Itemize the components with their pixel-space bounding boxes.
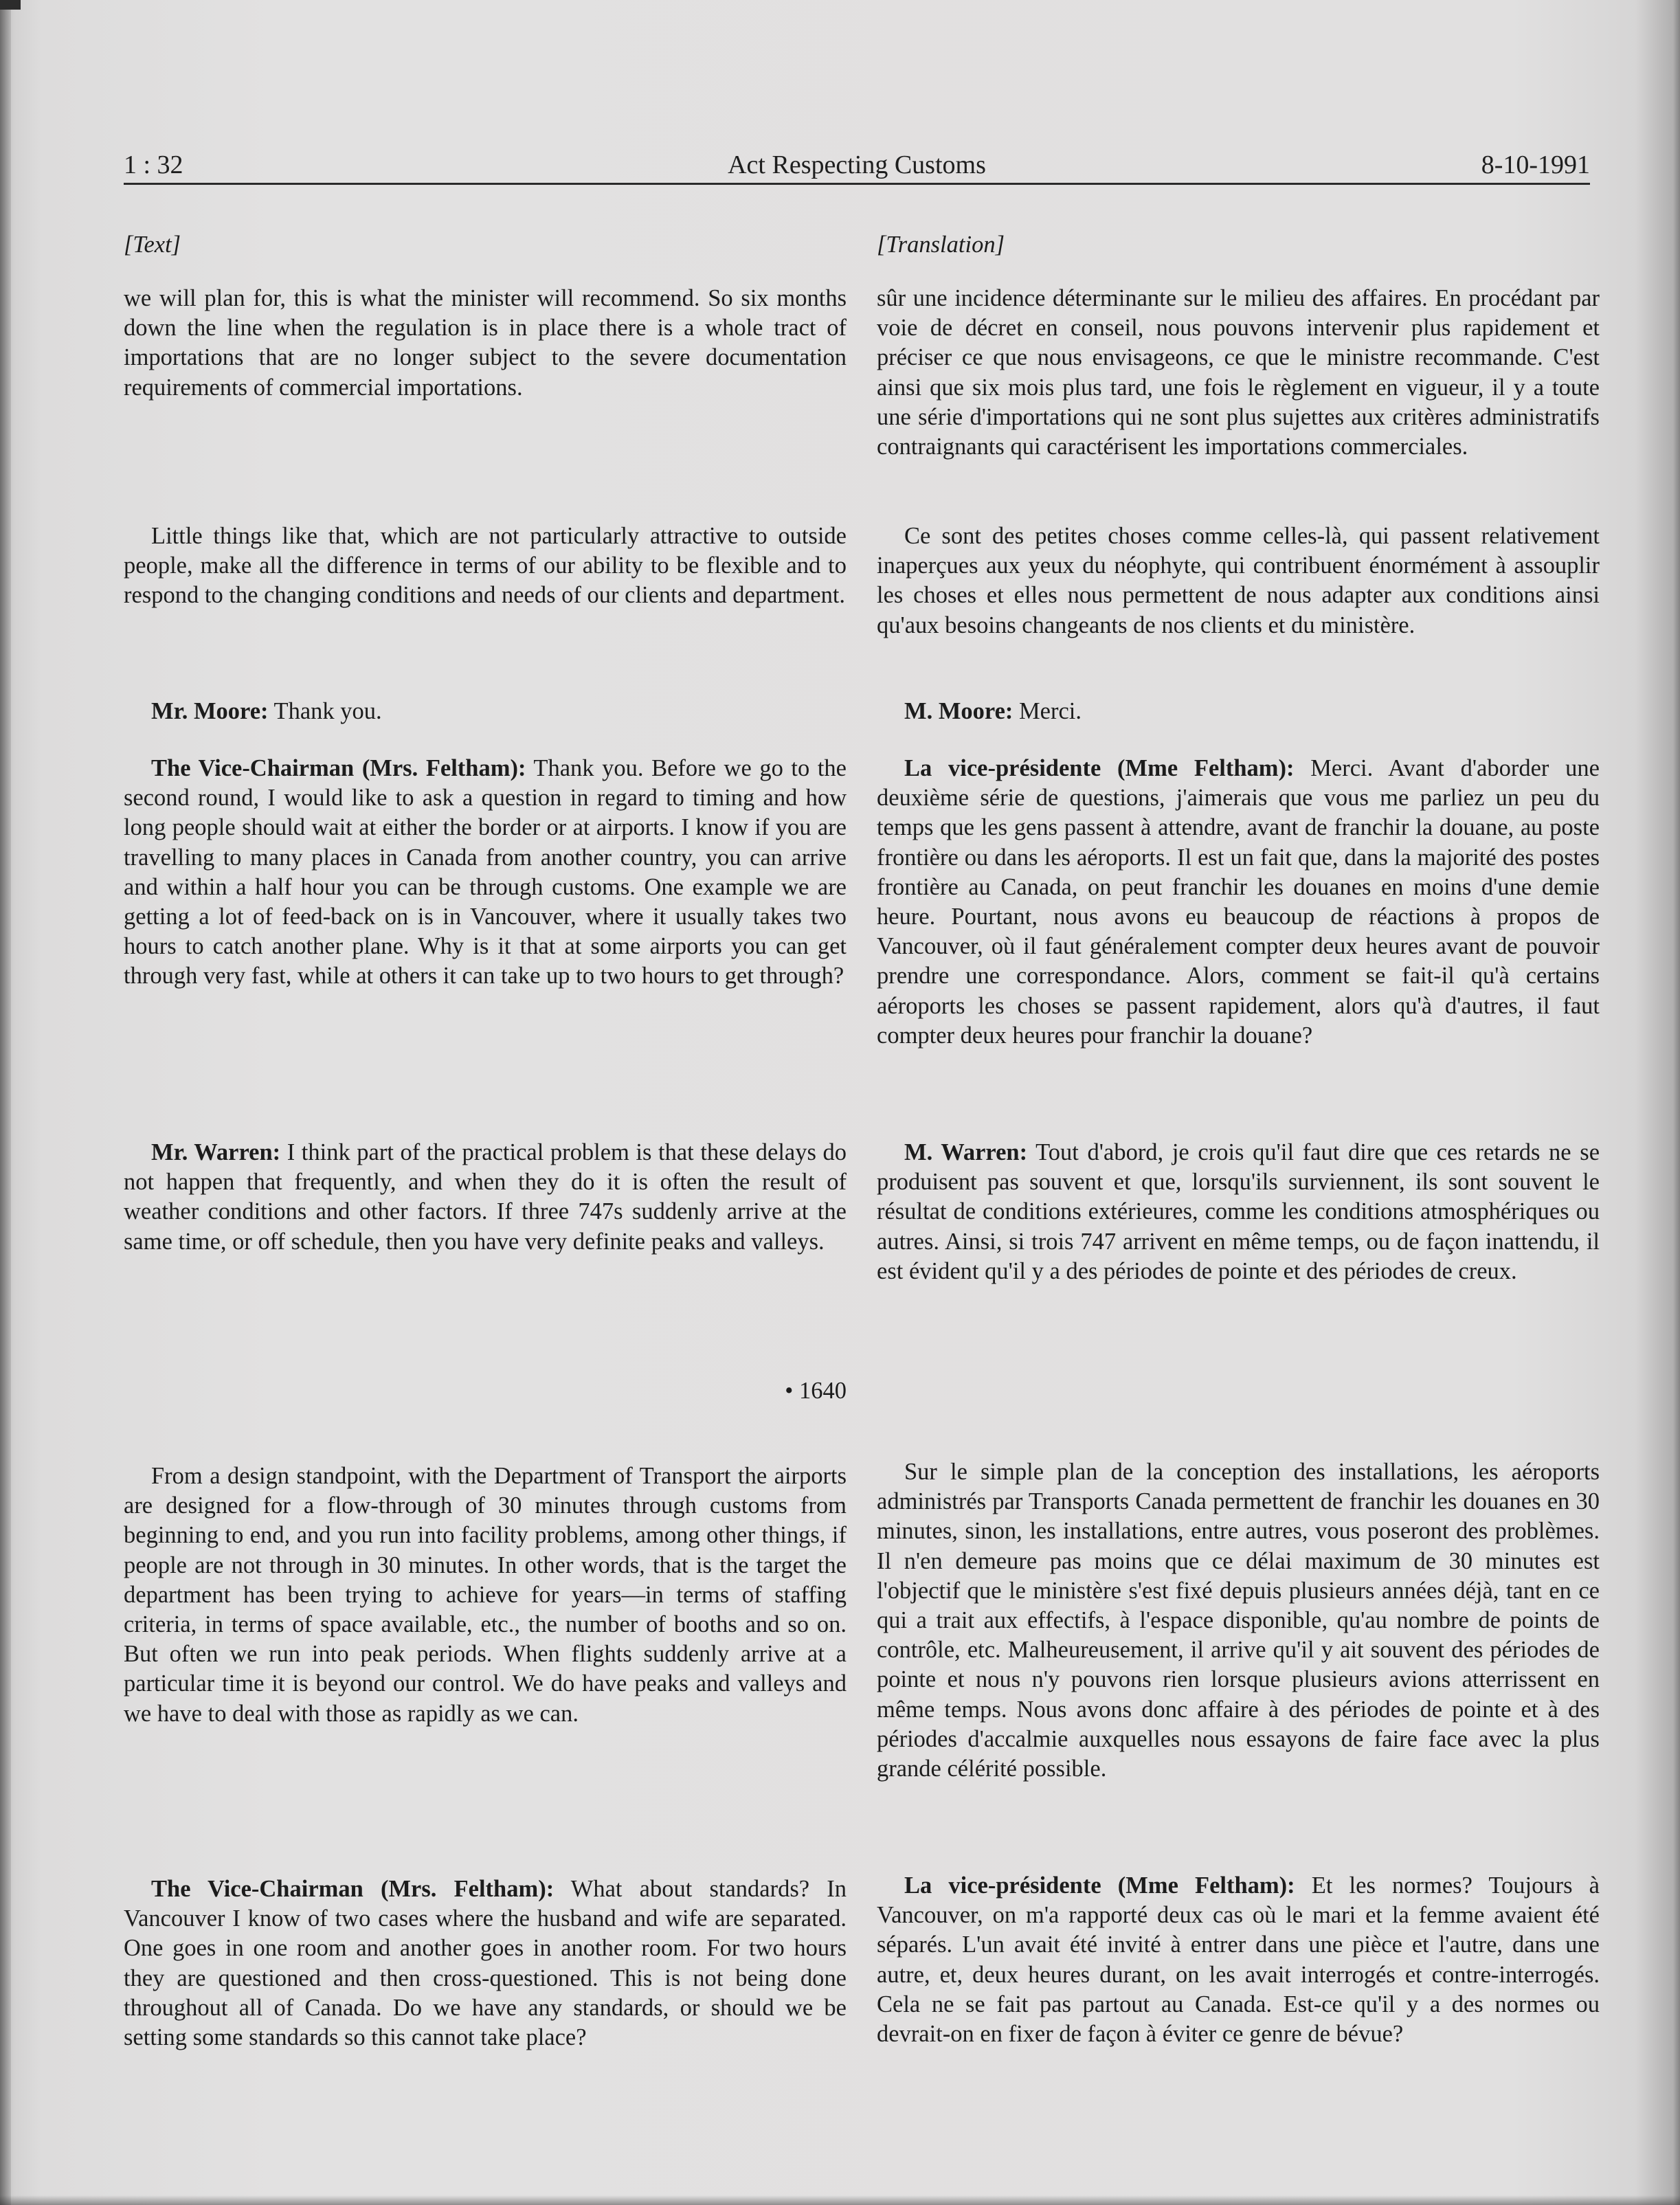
speaker-name: La vice-présidente (Mme Feltham): [904, 755, 1295, 781]
speaker-paragraph [877, 754, 1600, 1051]
page-number: 1 : 32 [124, 150, 183, 179]
speaker-paragraph [124, 754, 847, 992]
speaker-paragraph [877, 1871, 1600, 2049]
paragraph: Sur le simple plan de la conception des installations, les aéroports administrés par Transports Canada permettent de franchir les douanes en 30 minutes, sinon, les installations, entre autres, vous poseront des problèmes. Il n'en demeure pas moins que ce délai maximum de 30 minutes est l'objectif que le ministère s'est fixé depuis plusieurs années déjà, tant en ce qui a trait aux effectifs, à l'espace disponible, qu'au nombre de points de contrôle, etc. Malheureusement, il arrive qu'il y ait souvent des périodes de pointe et nous n'y pouvons rien lorsque plusieurs avions atterrissent en même temps. Nous avons donc affaire à des périodes de pointe et à des périodes d'accalmie auxquelles nous essayons de faire face avec la plus grande célérité possible. [877, 1459, 1600, 1782]
scan-edge-mark [0, 0, 21, 10]
column-label: [Text] [124, 232, 181, 258]
speech-text: Merci. [1013, 698, 1082, 724]
speaker-name: The Vice-Chairman (Mrs. Feltham): [151, 1876, 555, 1902]
speech-text: Merci. Avant d'aborder une deuxième série de questions, j'aimerais que vous me parliez un peu du temps que les gens passent à attendre, avant de franchir la douane, au poste frontière ou dans les aéroports. Il est un fait que, dans la majorité des postes frontière au Canada, on peut franchir les douanes en moins d'une demie heure. Pourtant, nous avons eu beaucoup de réactions à propos de Vancouver, où il faut généralement compter deux heures avant de pouvoir prendre une correspondance. Alors, comment se fait-il qu'à certains aéroports les choses se passent rapidement, alors qu'à d'autres, il faut compter deux heures pour franchir la douane? [877, 755, 1600, 1049]
header-rule [124, 183, 1590, 185]
time-marker: • 1640 [785, 1378, 847, 1404]
page-edge-shadow [1673, 0, 1680, 2205]
speaker-name: Mr. Warren: [151, 1139, 281, 1165]
speech-text: What about standards? In Vancouver I know of two cases where the husband and wife are separated. One goes in one room and another goes in another room. For two hours they are questioned and then cross-questioned. This is not being done throughout all of Canada. Do we have any standards, or should we be setting some standards so this cannot take place? [124, 1876, 847, 2051]
paragraph: Ce sont des petites choses comme celles-là, qui passent relativement inaperçues aux yeux du néophyte, qui contribuent énormément à assouplir les choses et elles nous permettent de nous adapter aux conditions ainsi qu'aux besoins changeants de nos clients et du ministère. [877, 523, 1600, 638]
header-date: 8-10-1991 [1481, 150, 1590, 179]
speaker-name: M. Warren: [904, 1139, 1028, 1165]
speaker-paragraph [124, 1874, 847, 2052]
speech-text: Thank you. Before we go to the second round, I would like to ask a question in regard to timing and how long people should wait at either the border or at airports. I know if you are travelling to many places in Canada from another country, you can arrive and within a half hour you can be through customs. One example we are getting a lot of feed-back on is in Vancouver, where it usually takes two hours to catch another plane. Why is it that at some airports you can get through very fast, while at others it can take up to two hours to get through? [124, 755, 847, 989]
speaker-paragraph [877, 697, 1600, 726]
speaker-paragraph [877, 1138, 1600, 1286]
speech-text: I think part of the practical problem is that these delays do not happen that frequently, and when they do it is often the result of weather conditions and other factors. If three 747s suddenly arrive at the same time, or off schedule, then you have very definite peaks and valleys. [124, 1139, 847, 1255]
paragraph: sûr une incidence déterminante sur le milieu des affaires. En procédant par voie de décret en conseil, nous pouvons intervenir plus rapidement et préciser ce que nous envisageons, ce que le ministre recommande. C'est ainsi que six mois plus tard, une fois le règlement en vigueur, il y a toute une série d'importations qui ne sont plus sujettes aux critères administratifs contraignants qui caractérisent les importations commerciales. [877, 285, 1600, 460]
speaker-paragraph [124, 697, 847, 726]
paragraph: Little things like that, which are not particularly attractive to outside people, make all the difference in terms of our ability to be flexible and to respond to the changing conditions and needs of our clients and department. [124, 523, 847, 609]
paragraph: From a design standpoint, with the Department of Transport the airports are designed for a flow-through of 30 minutes through customs from beginning to end, and you run into facility problems, among other things, if people are not through in 30 minutes. In other words, that is the target the department has been trying to achieve for years—in terms of staffing criteria, in terms of space available, etc., the number of booths and so on. But often we run into peak periods. When flights suddenly arrive at a particular time it is beyond our control. We do have peaks and valleys and we have to deal with those as rapidly as we can. [124, 1463, 847, 1727]
speaker-name: La vice-présidente (Mme Feltham): [904, 1872, 1295, 1899]
speaker-name: The Vice-Chairman (Mrs. Feltham): [151, 755, 526, 781]
speaker-name: M. Moore: [904, 698, 1013, 724]
speaker-paragraph [124, 1138, 847, 1257]
column-label: [Translation] [877, 232, 1005, 258]
speaker-name: Mr. Moore: [151, 698, 269, 724]
running-title: Act Respecting Customs [728, 150, 986, 179]
page-bottom-shadow [0, 2195, 1680, 2205]
binding-shadow [0, 0, 11, 2205]
speech-text: Tout d'abord, je crois qu'il faut dire que ces retards ne se produisent pas souvent et que, lorsqu'ils surviennent, ils sont souvent le résultat de conditions extérieures, comme les conditions atmosphériques ou autres. Ainsi, si trois 747 arrivent en même temps, ou de façon inattendu, il est évident qu'il y a des périodes de pointe et des périodes de creux. [877, 1139, 1600, 1284]
speech-text: Thank you. [268, 698, 382, 724]
paragraph: we will plan for, this is what the minister will recommend. So six months down the line when the regulation is in place there is a whole tract of importations that are no longer subject to the severe documentation requirements of commercial importations. [124, 285, 847, 401]
speech-text: Et les normes? Toujours à Vancouver, on m'a rapporté deux cas où le mari et la femme avaient été séparés. L'un avait été invité à entrer dans une pièce et l'autre, dans une autre, et, deux heures durant, on les avait interrogés et contre-interrogés. Cela ne se fait pas partout au Canada. Est-ce qu'il y a des normes ou devrait-on en fixer de façon à éviter ce genre de bévue? [877, 1872, 1600, 2048]
running-header [124, 150, 1590, 186]
